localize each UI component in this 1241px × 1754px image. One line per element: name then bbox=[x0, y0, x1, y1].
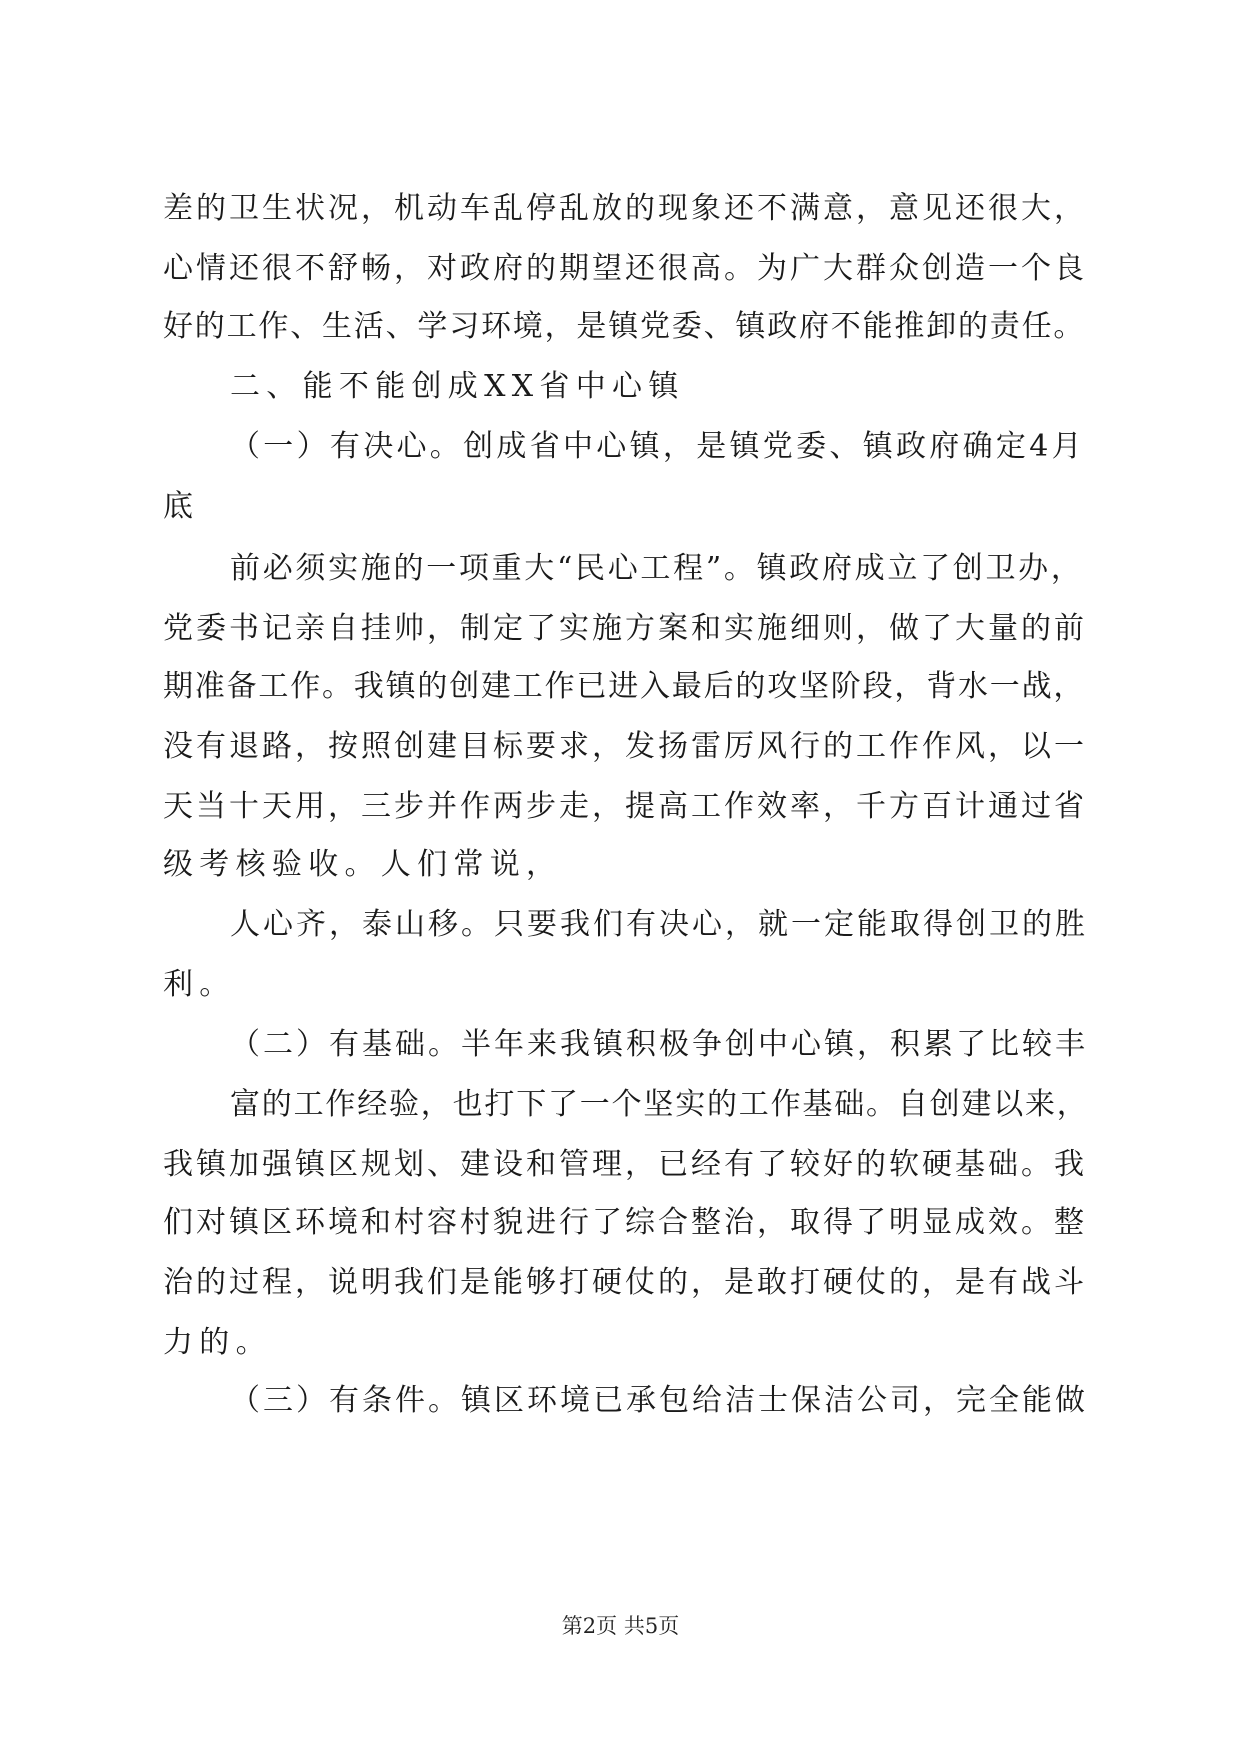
body-line: 们对镇区环境和村容村貌进行了综合整治，取得了明显成效。整 bbox=[163, 1205, 1087, 1240]
body-line: （一）有决心。创成省中心镇，是镇党委、镇政府确定4月 bbox=[230, 429, 1085, 464]
body-line: 底 bbox=[163, 489, 200, 524]
body-line: 差的卫生状况，机动车乱停乱放的现象还不满意，意见还很大， bbox=[163, 191, 1087, 226]
body-line: 期准备工作。我镇的创建工作已进入最后的攻坚阶段，背水一战， bbox=[163, 669, 1086, 704]
body-line: 天当十天用，三步并作两步走，提高工作效率，千方百计通过省 bbox=[163, 789, 1087, 824]
body-line: 我镇加强镇区规划、建设和管理，已经有了较好的软硬基础。我 bbox=[163, 1147, 1087, 1182]
body-line: 力的。 bbox=[163, 1325, 272, 1360]
body-line: （二）有基础。半年来我镇积极争创中心镇，积累了比较丰 bbox=[230, 1027, 1088, 1062]
body-line: 级考核验收。人们常说， bbox=[163, 847, 563, 882]
body-line: 心情还很不舒畅，对政府的期望还很高。为广大群众创造一个良 bbox=[163, 251, 1087, 286]
body-line: 没有退路，按照创建目标要求，发扬雷厉风行的工作作风，以一 bbox=[163, 729, 1087, 764]
page-footer: 第2页 共5页 bbox=[561, 1614, 680, 1638]
body-line: 人心齐，泰山移。只要我们有决心，就一定能取得创卫的胜 bbox=[230, 907, 1088, 942]
body-line: 利。 bbox=[163, 967, 236, 1002]
body-line: 二、能不能创成XX省中心镇 bbox=[230, 369, 685, 404]
body-line: 前必须实施的一项重大“民心工程”。镇政府成立了创卫办， bbox=[230, 551, 1084, 586]
body-line: 富的工作经验，也打下了一个坚实的工作基础。自创建以来， bbox=[230, 1087, 1089, 1122]
body-line: 好的工作、生活、学习环境，是镇党委、镇政府不能推卸的责任。 bbox=[163, 309, 1086, 344]
body-line: 党委书记亲自挂帅，制定了实施方案和实施细则，做了大量的前 bbox=[163, 611, 1087, 646]
body-line: （三）有条件。镇区环境已承包给洁士保洁公司，完全能做 bbox=[230, 1383, 1088, 1418]
body-line: 治的过程，说明我们是能够打硬仗的，是敢打硬仗的，是有战斗 bbox=[163, 1265, 1087, 1300]
